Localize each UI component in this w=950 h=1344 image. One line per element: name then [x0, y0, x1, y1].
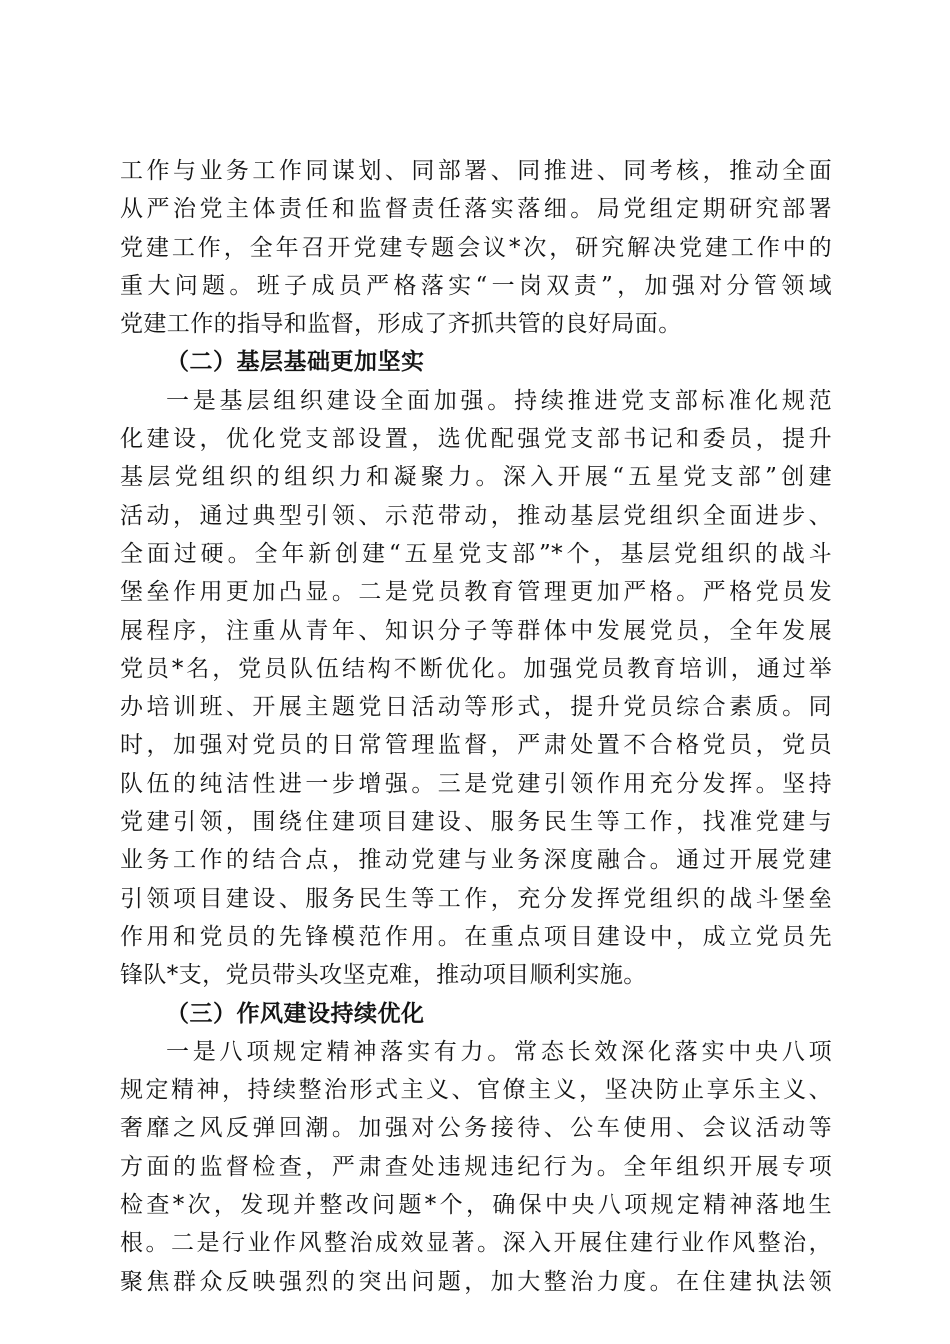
body-line: 基层党组织的组织力和凝聚力。深入开展“五星党支部”创建 — [120, 464, 832, 491]
section-heading-3: （三）作风建设持续优化 — [166, 1000, 425, 1027]
body-line: 锋队*支，党员带头攻坚克难，推动项目顺利实施。 — [120, 962, 647, 989]
body-line: 时，加强对党员的日常管理监督，严肃处置不合格党员，党员 — [120, 732, 832, 759]
body-line: 办培训班、开展主题党日活动等形式，提升党员综合素质。同 — [120, 694, 832, 721]
body-line: 党建工作，全年召开党建专题会议*次，研究解决党建工作中的 — [120, 234, 832, 261]
body-line: 奢靡之风反弹回潮。加强对公务接待、公车使用、会议活动等 — [120, 1115, 832, 1142]
body-line: 党建工作的指导和监督，形成了齐抓共管的良好局面。 — [120, 311, 682, 338]
intro-paragraph — [120, 152, 832, 343]
body-line: 规定精神，持续整治形式主义、官僚主义，坚决防止享乐主义、 — [120, 1077, 832, 1104]
body-line: 工作与业务工作同谋划、同部署、同推进、同考核，推动全面 — [120, 158, 832, 184]
body-line: 从严治党主体责任和监督责任落实落细。局党组定期研究部署 — [120, 196, 832, 223]
body-line: 全面过硬。全年新创建“五星党支部”*个，基层党组织的战斗 — [120, 540, 832, 567]
body-line: 聚焦群众反映强烈的突出问题，加大整治力度。在住建执法领 — [120, 1268, 832, 1295]
section3-paragraph — [120, 1033, 832, 1301]
body-line: 展程序，注重从青年、知识分子等群体中发展党员，全年发展 — [120, 617, 832, 644]
body-line: 根。二是行业作风整治成效显著。深入开展住建行业作风整治， — [120, 1230, 832, 1257]
body-line: 一是基层组织建设全面加强。持续推进党支部标准化规范 — [166, 387, 832, 414]
section-heading-2: （二）基层基础更加坚实 — [166, 349, 425, 376]
body-line: 活动，通过典型引领、示范带动，推动基层党组织全面进步、 — [120, 502, 832, 529]
document-page — [120, 152, 832, 1301]
body-line: 党建引领，围绕住建项目建设、服务民生等工作，找准党建与 — [120, 809, 832, 836]
body-line: 检查*次，发现并整改问题*个，确保中央八项规定精神落地生 — [120, 1192, 832, 1219]
body-line: 方面的监督检查，严肃查处违规违纪行为。全年组织开展专项 — [120, 1153, 832, 1180]
body-line: 堡垒作用更加凸显。二是党员教育管理更加严格。严格党员发 — [120, 579, 832, 606]
body-line: 作用和党员的先锋模范作用。在重点项目建设中，成立党员先 — [120, 923, 832, 950]
body-line: 业务工作的结合点，推动党建与业务深度融合。通过开展党建 — [120, 847, 832, 874]
body-line: 重大问题。班子成员严格落实“一岗双责”，加强对分管领域 — [120, 272, 832, 299]
section2-paragraph — [120, 382, 832, 995]
body-line: 化建设，优化党支部设置，选优配强党支部书记和委员，提升 — [120, 426, 832, 453]
body-line: 党员*名，党员队伍结构不断优化。加强党员教育培训，通过举 — [120, 655, 832, 682]
body-line: 引领项目建设、服务民生等工作，充分发挥党组织的战斗堡垒 — [120, 885, 832, 912]
body-line: 一是八项规定精神落实有力。常态长效深化落实中央八项 — [166, 1038, 832, 1065]
body-line: 队伍的纯洁性进一步增强。三是党建引领作用充分发挥。坚持 — [120, 770, 832, 797]
